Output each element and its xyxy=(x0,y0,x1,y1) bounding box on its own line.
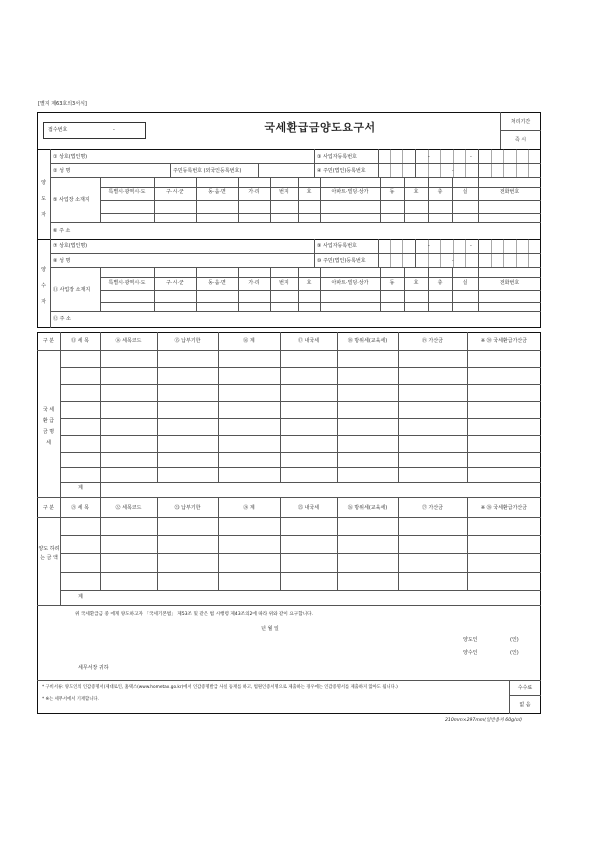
assignor-home-label: ⑥ 주 소 xyxy=(53,228,71,234)
addr-col: 동·읍·면 xyxy=(208,280,226,286)
assignee-person-label: ⑧ 성 명 xyxy=(53,258,71,264)
addr-col: 실 xyxy=(462,189,468,195)
assignor-sign-label: 양도인 xyxy=(463,637,478,643)
assign-amount-table xyxy=(37,497,541,605)
addr-col: 가·리 xyxy=(248,280,260,286)
tax-office-line: 세무서장 귀하 xyxy=(78,665,109,671)
addr-col: 특별시·광역시·도 xyxy=(108,189,146,195)
t1-header-7: ⑲ 가산금 xyxy=(421,338,444,344)
t2-header-4: ㉔ 계 xyxy=(243,505,255,511)
assignee-corpno-boxes[interactable] xyxy=(390,253,541,267)
assignor-bizno-boxes[interactable] xyxy=(390,149,541,163)
t2-header-8: ※ ㉘ 국세환급가산금 xyxy=(480,505,528,511)
addr-col: 동 xyxy=(389,189,395,195)
receipt-number-dash: - xyxy=(113,127,115,133)
assignor-seal[interactable]: (인) xyxy=(510,637,519,643)
assignee-company-label: ⑦ 상호(법인명) xyxy=(53,243,88,249)
addr-col: 구·시·군 xyxy=(166,280,184,286)
form-title: 국세환급금양도요구서 xyxy=(264,121,376,134)
t1-header-1: ⑬ 세 목 xyxy=(71,338,89,344)
t1-header-2: ⑭ 세목코드 xyxy=(115,338,142,344)
t2-header-3: ㉓ 납부기한 xyxy=(174,505,201,511)
assignor-side-label: 양 도 자 xyxy=(41,180,46,218)
addr-col: 전화번호 xyxy=(499,280,520,286)
addr-col: 호 xyxy=(306,280,312,286)
t1-total-label: 계 xyxy=(78,485,83,491)
note-required-docs: * 구비서류: 양도인의 인감증명서(제대로인, 홈택스(www.hometax.go.kr)에서 인감증명발급 사실 등재를 하고, 법원인증서명으로 제출하는 경우에는 인감증명서를 제출하지 않아도 됩니다.) xyxy=(42,685,398,690)
assignor-corpno-boxes[interactable] xyxy=(390,163,541,177)
t2-header-7: ㉗ 가산금 xyxy=(421,505,444,511)
assignee-bizno-boxes[interactable] xyxy=(390,239,541,253)
t1-header-0: 구 분 xyxy=(42,338,55,344)
addr-col: 층 xyxy=(437,280,443,286)
assignee-corpno-label: ⑩ 주민(법인)등록번호 xyxy=(317,258,366,264)
t2-header-6: ㉖ 방위세(교육세) xyxy=(347,505,388,511)
assignee-address-label: ⑪ 사업장 소재지 xyxy=(53,287,91,293)
t2-header-2: ㉒ 세목코드 xyxy=(115,505,142,511)
assignor-bizno-label: ③ 사업자등록번호 xyxy=(317,154,357,160)
addr-col: 특별시·광역시·도 xyxy=(108,280,146,286)
addr-col: 동 xyxy=(389,280,395,286)
addr-col: 실 xyxy=(462,280,468,286)
addr-col: 가·리 xyxy=(248,189,260,195)
t1-header-5: ⑰ 내국세 xyxy=(297,338,320,344)
paper-spec: 210mm×297mm(일반용지 60g/㎡) xyxy=(445,718,522,723)
t1-header-4: ⑯ 계 xyxy=(243,338,255,344)
assignor-person-label: ② 성 명 xyxy=(53,168,71,174)
addr-col: 호 xyxy=(306,189,312,195)
addr-col: 번지 xyxy=(279,189,289,195)
assignor-company-label: ① 상호(법인명) xyxy=(53,154,88,160)
addr-col: 호 xyxy=(413,189,419,195)
assignor-address-label: ⑤ 사업장 소재지 xyxy=(53,197,90,203)
t1-side-label: 국 세 환 급 금 명 세 xyxy=(42,407,55,446)
t2-header-0: 구 분 xyxy=(42,505,55,511)
assignor-resident-label: 주민등록번호 (외국인등록번호) xyxy=(173,168,242,174)
t2-side-label: 양도 하려는 금 액 xyxy=(38,546,60,561)
note-office-fill: * ※는 세무서에서 기재합니다. xyxy=(42,697,99,702)
assignee-sign-label: 양수인 xyxy=(463,650,478,656)
addr-col: 동·읍·면 xyxy=(208,189,226,195)
processing-period-label: 처리기간 xyxy=(510,119,531,125)
fee-label: 수수료 xyxy=(517,685,533,691)
form-number: [별지 제63호의3서식] xyxy=(38,101,87,107)
assignee-home-label: ⑫ 주 소 xyxy=(53,316,71,322)
assignee-address-grid xyxy=(100,267,541,311)
addr-col: 호 xyxy=(413,280,419,286)
assignee-bizno-label: ⑨ 사업자등록번호 xyxy=(317,243,357,249)
addr-col: 아파트·빌딩·상가 xyxy=(331,280,369,286)
t2-header-1: ㉑ 세 목 xyxy=(71,505,89,511)
addr-col: 아파트·빌딩·상가 xyxy=(331,189,369,195)
t1-header-3: ⑮ 납부기한 xyxy=(174,338,201,344)
t2-total-label: 계 xyxy=(78,594,83,600)
addr-col: 층 xyxy=(437,189,443,195)
fee-value: 없 음 xyxy=(519,702,531,708)
refund-detail-table xyxy=(37,332,541,497)
addr-col: 번지 xyxy=(279,280,289,286)
t1-header-6: ⑱ 방위세(교육세) xyxy=(347,338,388,344)
receipt-number-label: 접수번호 xyxy=(48,127,68,133)
statement-text: 위 국세환급금 중 에게 양도하고자 「국세기본법」 제53조 및 같은 법 시행령 제43조의2에 따라 위와 같이 요구합니다. xyxy=(75,612,313,617)
addr-col: 구·시·군 xyxy=(166,189,184,195)
assignee-seal[interactable]: (인) xyxy=(510,650,519,656)
t1-header-8: ※ ⑳ 국세환급가산금 xyxy=(480,338,528,344)
processing-period-value: 즉 시 xyxy=(514,137,527,143)
addr-col: 전화번호 xyxy=(499,189,520,195)
assignor-address-grid xyxy=(100,177,541,222)
assignee-side-label: 양 수 자 xyxy=(41,267,46,305)
assignor-corpno-label: ④ 주민(법인)등록번호 xyxy=(317,168,366,174)
date-line: 년 월 일 xyxy=(261,626,279,632)
t2-header-5: ㉕ 내국세 xyxy=(297,505,320,511)
